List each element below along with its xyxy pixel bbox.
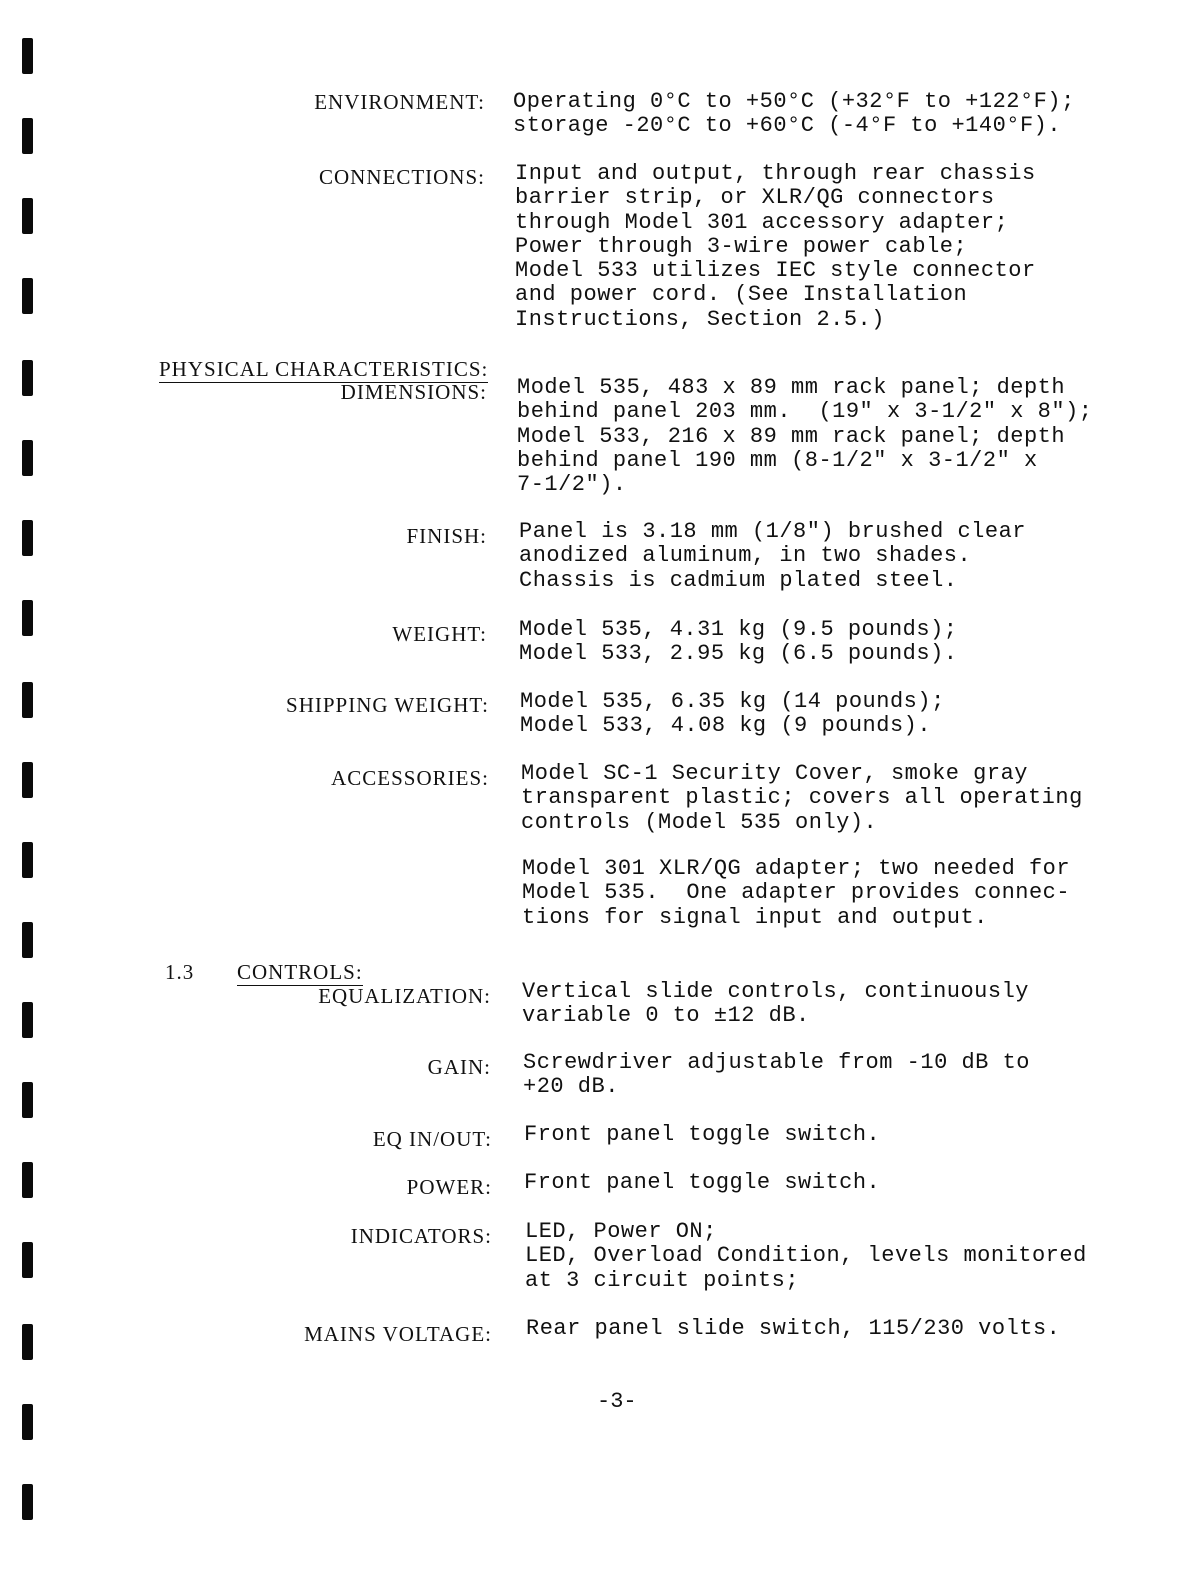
text-line: Panel is 3.18 mm (1/8") brushed clear (519, 519, 1026, 544)
eq-in-out-text (524, 1123, 880, 1147)
binding-hole (22, 1404, 33, 1440)
physical-characteristics-heading: PHYSICAL CHARACTERISTICS: (159, 357, 489, 381)
page-number: -3- (597, 1389, 637, 1414)
text-line: Operating 0°C to +50°C (+32°F to +122°F); (513, 89, 1075, 114)
connections-text (515, 162, 1036, 332)
text-line: Screwdriver adjustable from -10 dB to (523, 1050, 1030, 1075)
text-line: Vertical slide controls, continuously (522, 979, 1029, 1004)
power-label: POWER: (406, 1175, 492, 1199)
environment-label: ENVIRONMENT: (314, 90, 485, 114)
weight-label: WEIGHT: (392, 622, 487, 646)
text-line: storage -20°C to +60°C (-4°F to +140°F). (513, 113, 1062, 139)
mains-voltage-text (526, 1317, 1060, 1341)
text-line: controls (Model 535 only). (521, 809, 878, 835)
controls-heading: CONTROLS: (237, 960, 363, 984)
dimensions-text (517, 376, 1093, 497)
text-line: Model SC-1 Security Cover, smoke gray (521, 761, 1028, 786)
text-line: transparent plastic; covers all operating (521, 785, 1083, 811)
text-line: Model 535, 6.35 kg (14 pounds); (520, 689, 945, 714)
binding-hole (22, 198, 33, 234)
finish-label: FINISH: (406, 524, 487, 548)
text-line: Front panel toggle switch. (524, 1122, 881, 1147)
text-line: Model 301 XLR/QG adapter; two needed for (522, 856, 1071, 881)
indicators-text (525, 1220, 1087, 1293)
binding-hole (22, 1242, 33, 1278)
mains-voltage-label: MAINS VOLTAGE: (304, 1322, 492, 1346)
text-line: Power through 3-wire power cable; (515, 233, 968, 259)
connections-label: CONNECTIONS: (318, 165, 485, 189)
text-line: Model 533, 2.95 kg (6.5 pounds). (519, 641, 958, 667)
binding-hole (22, 842, 33, 878)
text-line: Instructions, Section 2.5.) (515, 306, 885, 332)
binding-hole (22, 600, 33, 636)
text-line: +20 dB. (523, 1074, 619, 1100)
shipping-weight-label: SHIPPING WEIGHT: (286, 693, 489, 717)
text-line: anodized aluminum, in two shades. (519, 543, 972, 569)
text-line: Model 533, 216 x 89 mm rack panel; depth (517, 423, 1066, 449)
binding-hole (22, 682, 33, 718)
controls-section-number: 1.3 (165, 960, 195, 984)
binding-hole (22, 1484, 33, 1520)
accessories-label: ACCESSORIES: (331, 766, 489, 790)
binding-hole (22, 118, 33, 154)
weight-text (519, 618, 957, 667)
text-line: 7-1/2"). (517, 472, 627, 498)
binding-hole (22, 520, 33, 556)
text-line: Model 535, 483 x 89 mm rack panel; depth (517, 375, 1066, 400)
text-line: LED, Overload Condition, levels monitored (525, 1243, 1087, 1269)
shipping-weight-text (520, 690, 945, 739)
binding-hole (22, 1324, 33, 1360)
environment-text (513, 90, 1075, 139)
text-line: tions for signal input and output. (522, 904, 988, 930)
text-line: Model 533 utilizes IEC style connector (515, 258, 1036, 284)
binding-holes (22, 0, 34, 1576)
text-line: and power cord. (See Installation (515, 282, 968, 308)
equalization-label: EQUALIZATION: (318, 984, 491, 1008)
equalization-text (522, 980, 1029, 1029)
binding-hole (22, 440, 33, 476)
binding-hole (22, 38, 33, 74)
text-line: behind panel 190 mm (8-1/2" x 3-1/2" x (517, 447, 1038, 473)
text-line: LED, Power ON; (525, 1219, 717, 1244)
text-line: Front panel toggle switch. (524, 1170, 881, 1195)
text-line: Chassis is cadmium plated steel. (519, 567, 958, 593)
eq-in-out-label: EQ IN/OUT: (372, 1127, 492, 1151)
text-line: through Model 301 accessory adapter; (515, 209, 1009, 235)
binding-hole (22, 1082, 33, 1118)
binding-hole (22, 1002, 33, 1038)
text-line: Model 535. One adapter provides connec- (522, 880, 1071, 906)
binding-hole (22, 278, 33, 314)
gain-label: GAIN: (427, 1055, 491, 1079)
text-line: Model 533, 4.08 kg (9 pounds). (520, 713, 932, 739)
accessories-text-2 (522, 857, 1070, 930)
finish-text (519, 520, 1026, 593)
text-line: variable 0 to ±12 dB. (522, 1003, 810, 1029)
text-line: barrier strip, or XLR/QG connectors (515, 185, 995, 211)
binding-hole (22, 922, 33, 958)
binding-hole (22, 1162, 33, 1198)
text-line: behind panel 203 mm. (19" x 3-1/2" x 8"); (517, 399, 1093, 425)
text-line: at 3 circuit points; (525, 1267, 800, 1293)
text-line: Input and output, through rear chassis (515, 161, 1036, 186)
text-line: Model 535, 4.31 kg (9.5 pounds); (519, 617, 958, 642)
gain-text (523, 1051, 1030, 1100)
text-line: Rear panel slide switch, 115/230 volts. (526, 1316, 1061, 1341)
binding-hole (22, 762, 33, 798)
dimensions-label: DIMENSIONS: (340, 380, 487, 404)
binding-hole (22, 360, 33, 396)
power-text (524, 1171, 880, 1195)
accessories-text (521, 762, 1083, 835)
indicators-label: INDICATORS: (350, 1224, 492, 1248)
